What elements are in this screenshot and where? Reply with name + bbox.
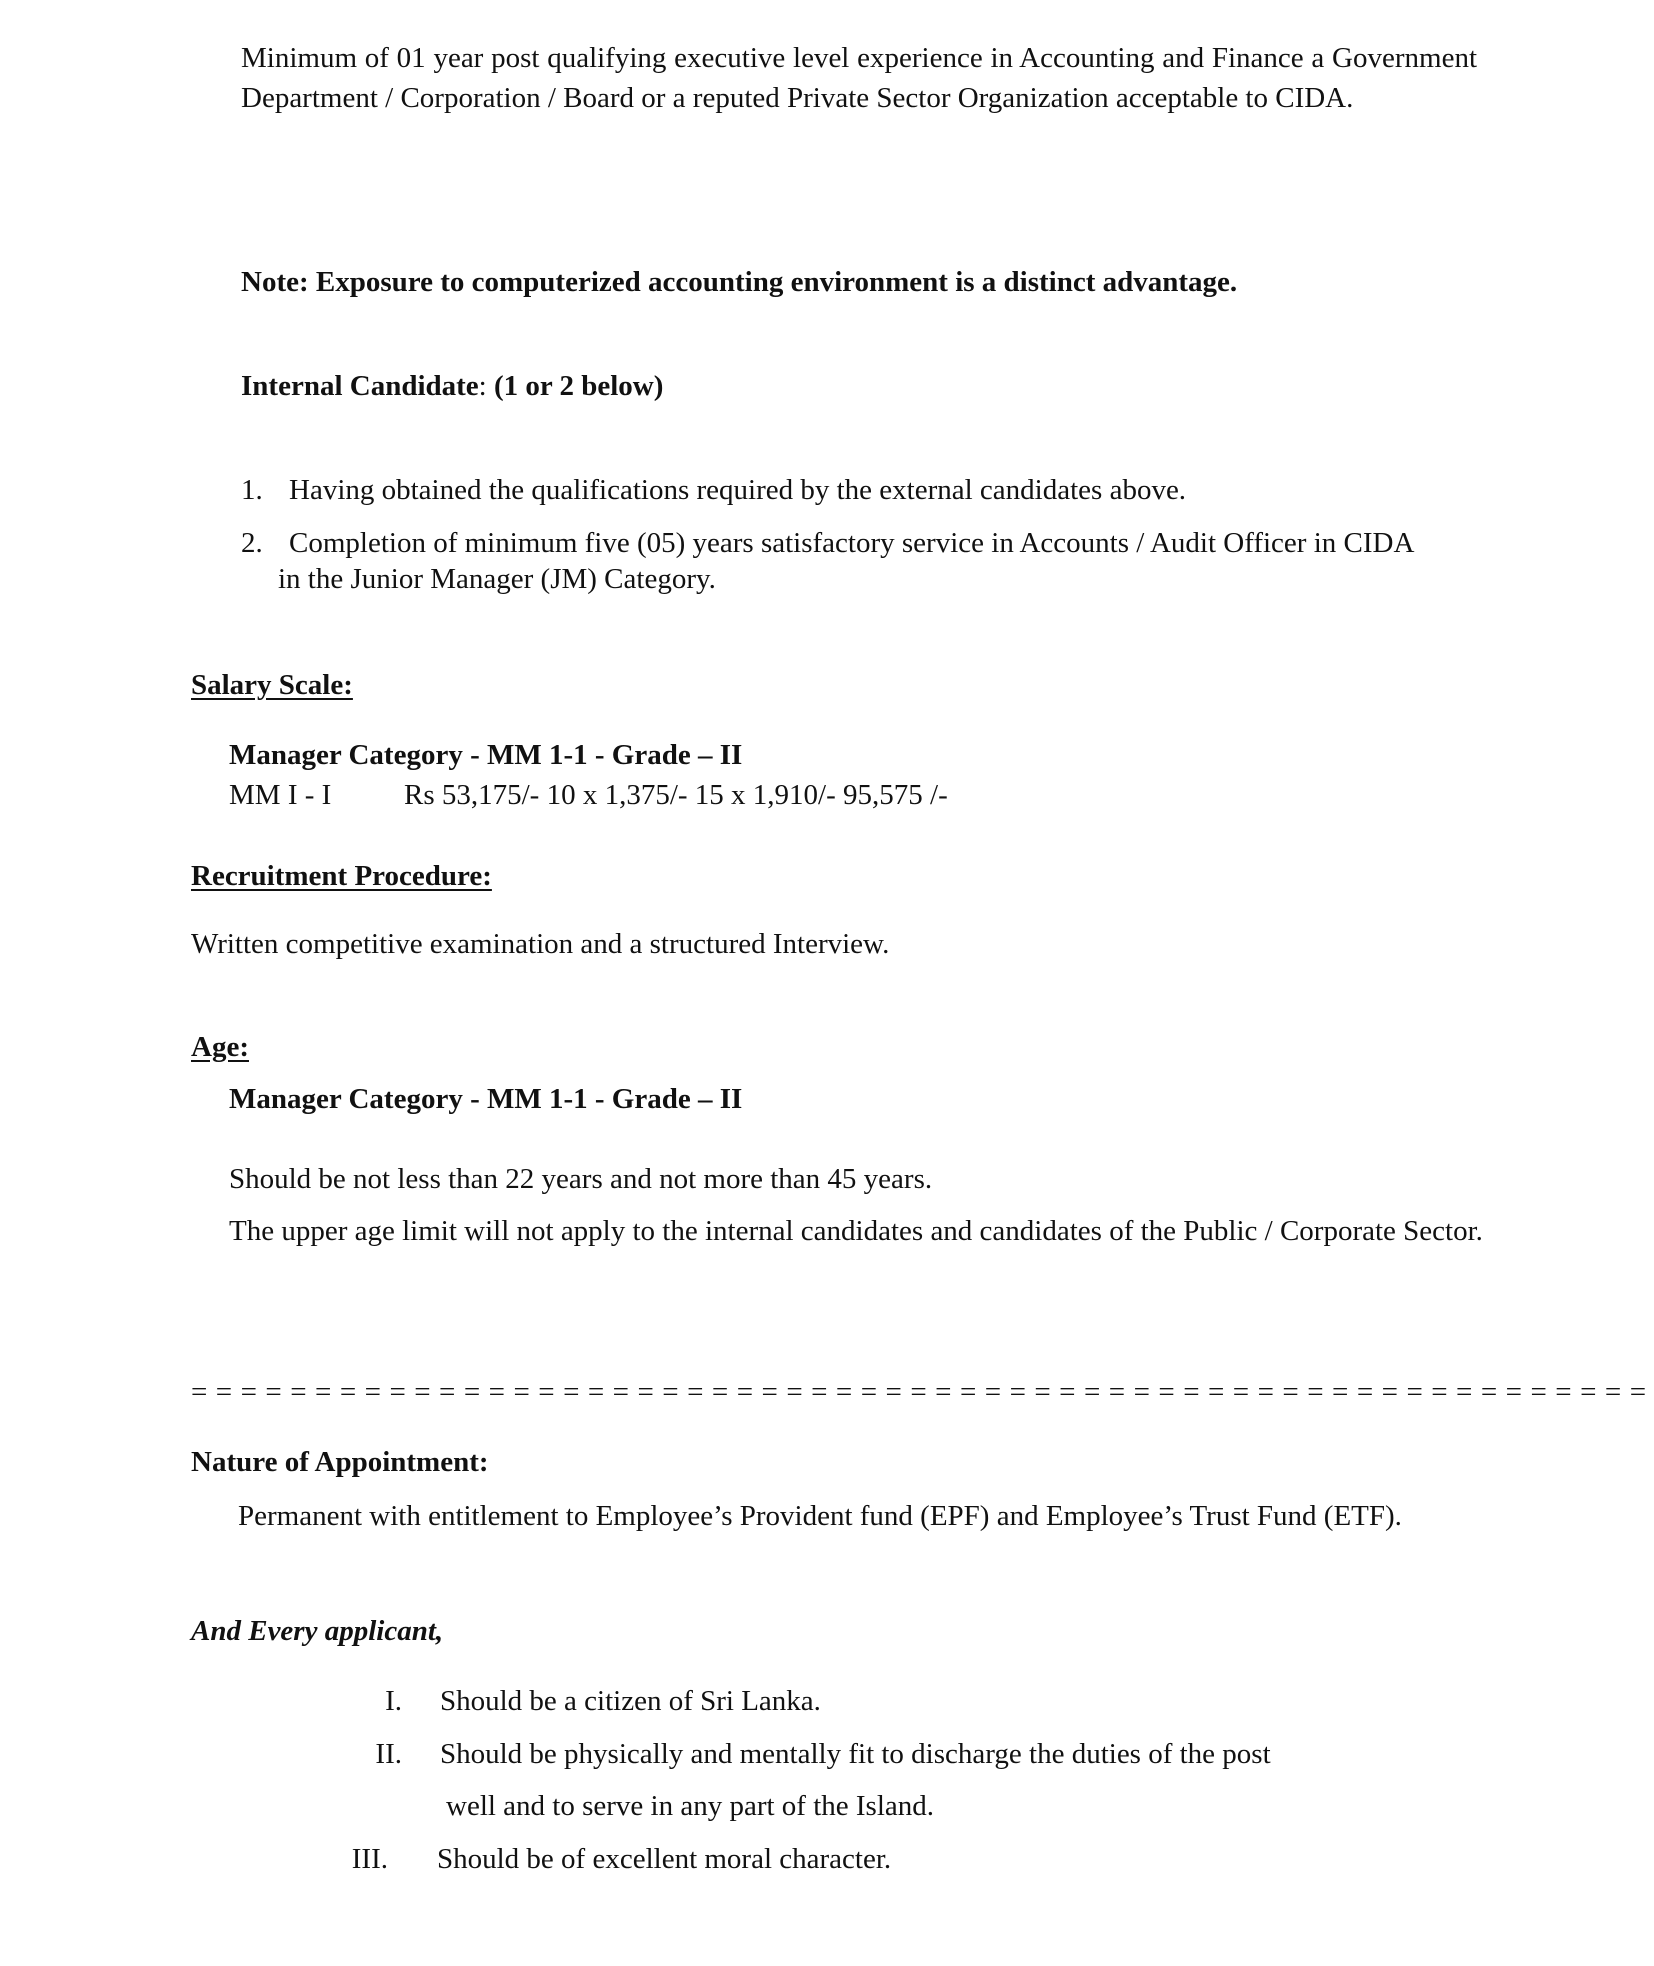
salary-category: Manager Category - MM 1-1 - Grade – II	[229, 739, 743, 771]
age-line-2: The upper age limit will not apply to the internal candidates and candidates of the Public / Corporate Sector.	[229, 1215, 1483, 1247]
salary-scale-value: Rs 53,175/- 10 x 1,375/- 15 x 1,910/- 95,575 /-	[404, 779, 948, 811]
salary-code: MM I - I	[229, 779, 332, 811]
internal-candidate-colon: :	[478, 370, 487, 402]
internal-candidate-condition: (1 or 2 below)	[486, 370, 664, 402]
appointment-heading: Nature of Appointment:	[191, 1446, 489, 1478]
applicant-item-2-continuation: well and to serve in any part of the Island.	[446, 1790, 935, 1822]
applicant-number-2: II.	[375, 1738, 402, 1770]
list-item-2-continuation: in the Junior Manager (JM) Category.	[278, 563, 716, 595]
appointment-text: Permanent with entitlement to Employee’s Provident fund (EPF) and Employee’s Trust Fund (ETF).	[238, 1500, 1402, 1532]
list-number-1: 1.	[241, 474, 263, 506]
salary-scale-heading: Salary Scale:	[191, 669, 353, 701]
internal-candidate-heading: Internal Candidate	[241, 370, 479, 402]
recruitment-text: Written competitive examination and a structured Interview.	[191, 928, 890, 960]
age-line-1: Should be not less than 22 years and not more than 45 years.	[229, 1163, 933, 1195]
note-text: Note: Exposure to computerized accounting environment is a distinct advantage.	[241, 266, 1238, 298]
applicant-heading: And Every applicant,	[191, 1615, 444, 1647]
intro-paragraph: Minimum of 01 year post qualifying executive level experience in Accounting and Finance a Government Department / Corporation / Board or a reputed Private Sector Organization acceptable to CIDA.	[241, 42, 1477, 114]
applicant-item-1: Should be a citizen of Sri Lanka.	[440, 1685, 821, 1717]
applicant-number-1: I.	[385, 1685, 402, 1717]
separator-line: = = = = = = = = = = = = = = = = = = = = = = = = = = = = = = = = = = = = = = = = = = = = = = = = = = = = = = = = = = =	[191, 1376, 1647, 1408]
applicant-number-3: III.	[351, 1843, 388, 1875]
age-heading: Age:	[191, 1031, 249, 1063]
list-number-2: 2.	[241, 527, 263, 559]
age-category: Manager Category - MM 1-1 - Grade – II	[229, 1083, 743, 1115]
list-item-1: Having obtained the qualifications required by the external candidates above.	[289, 474, 1187, 506]
recruitment-heading: Recruitment Procedure:	[191, 860, 492, 892]
applicant-item-2: Should be physically and mentally fit to discharge the duties of the post	[440, 1738, 1271, 1770]
applicant-item-3: Should be of excellent moral character.	[437, 1843, 892, 1875]
list-item-2: Completion of minimum five (05) years satisfactory service in Accounts / Audit Officer in CIDA	[289, 527, 1415, 559]
internal-candidate-line	[241, 370, 663, 403]
